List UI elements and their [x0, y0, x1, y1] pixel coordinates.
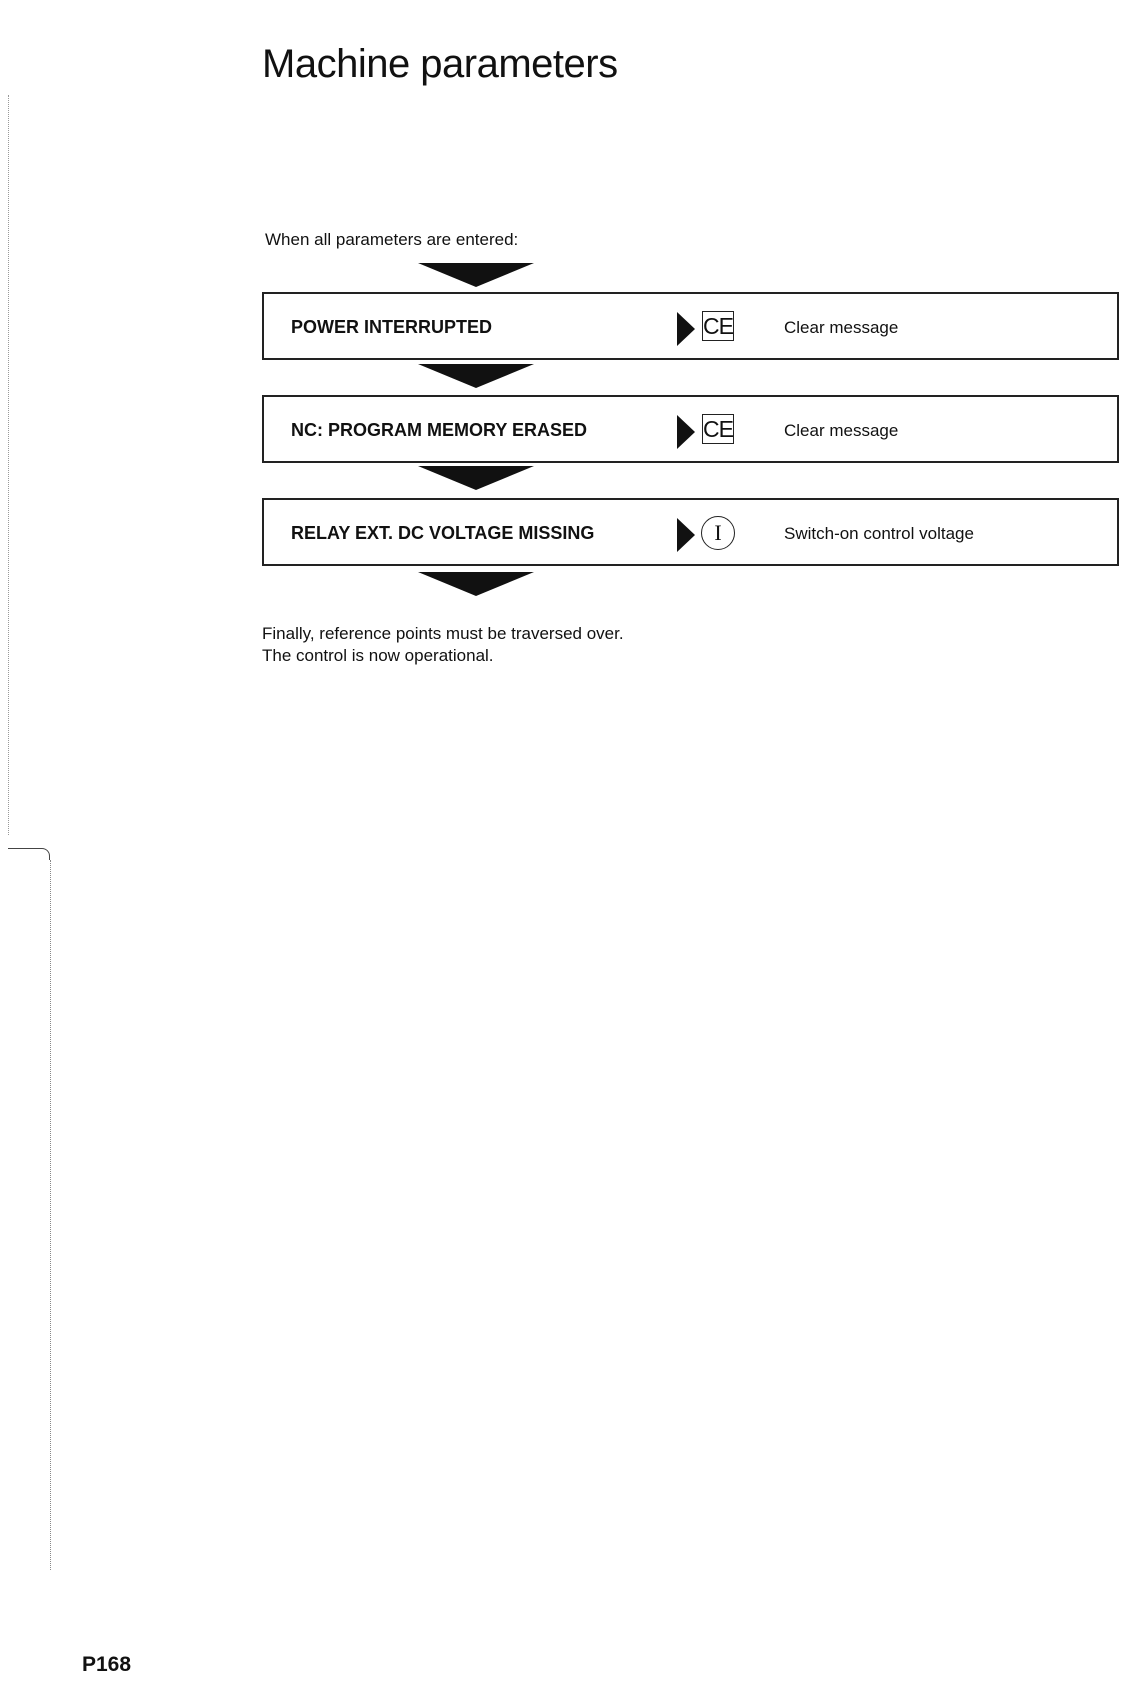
- intro-text: When all parameters are entered:: [265, 230, 519, 249]
- step-action: Switch-on control voltage: [784, 524, 974, 543]
- down-arrow-icon: [418, 572, 534, 596]
- margin-binding-line-lower: [50, 860, 51, 1570]
- step-action: Clear message: [784, 421, 899, 440]
- down-arrow-icon: [418, 466, 534, 490]
- page-number: P168: [82, 1653, 132, 1676]
- outro-text: [262, 623, 624, 667]
- step-message: RELAY EXT. DC VOLTAGE MISSING: [291, 523, 595, 543]
- outro-line-1: Finally, reference points must be traversed over.: [262, 624, 624, 643]
- step-power-interrupted: [262, 292, 1119, 360]
- margin-binding-hook: [8, 848, 50, 860]
- down-arrow-icon: [418, 263, 534, 287]
- step-message: POWER INTERRUPTED: [291, 317, 493, 337]
- ce-key-icon: CE: [703, 416, 733, 442]
- play-arrow-icon: [677, 415, 695, 449]
- ce-key-icon: CE: [703, 313, 733, 339]
- page-title: Machine parameters: [262, 42, 618, 86]
- down-arrow-icon: [418, 364, 534, 388]
- outro-line-2: The control is now operational.: [262, 646, 494, 665]
- machine-on-key-icon: I: [701, 516, 735, 550]
- step-message: NC: PROGRAM MEMORY ERASED: [291, 420, 588, 440]
- step-program-memory-erased: [262, 395, 1119, 463]
- step-action: Clear message: [784, 318, 899, 337]
- margin-binding-line: [8, 95, 9, 835]
- play-arrow-icon: [677, 518, 695, 552]
- play-arrow-icon: [677, 312, 695, 346]
- step-relay-dc-voltage-missing: [262, 498, 1119, 566]
